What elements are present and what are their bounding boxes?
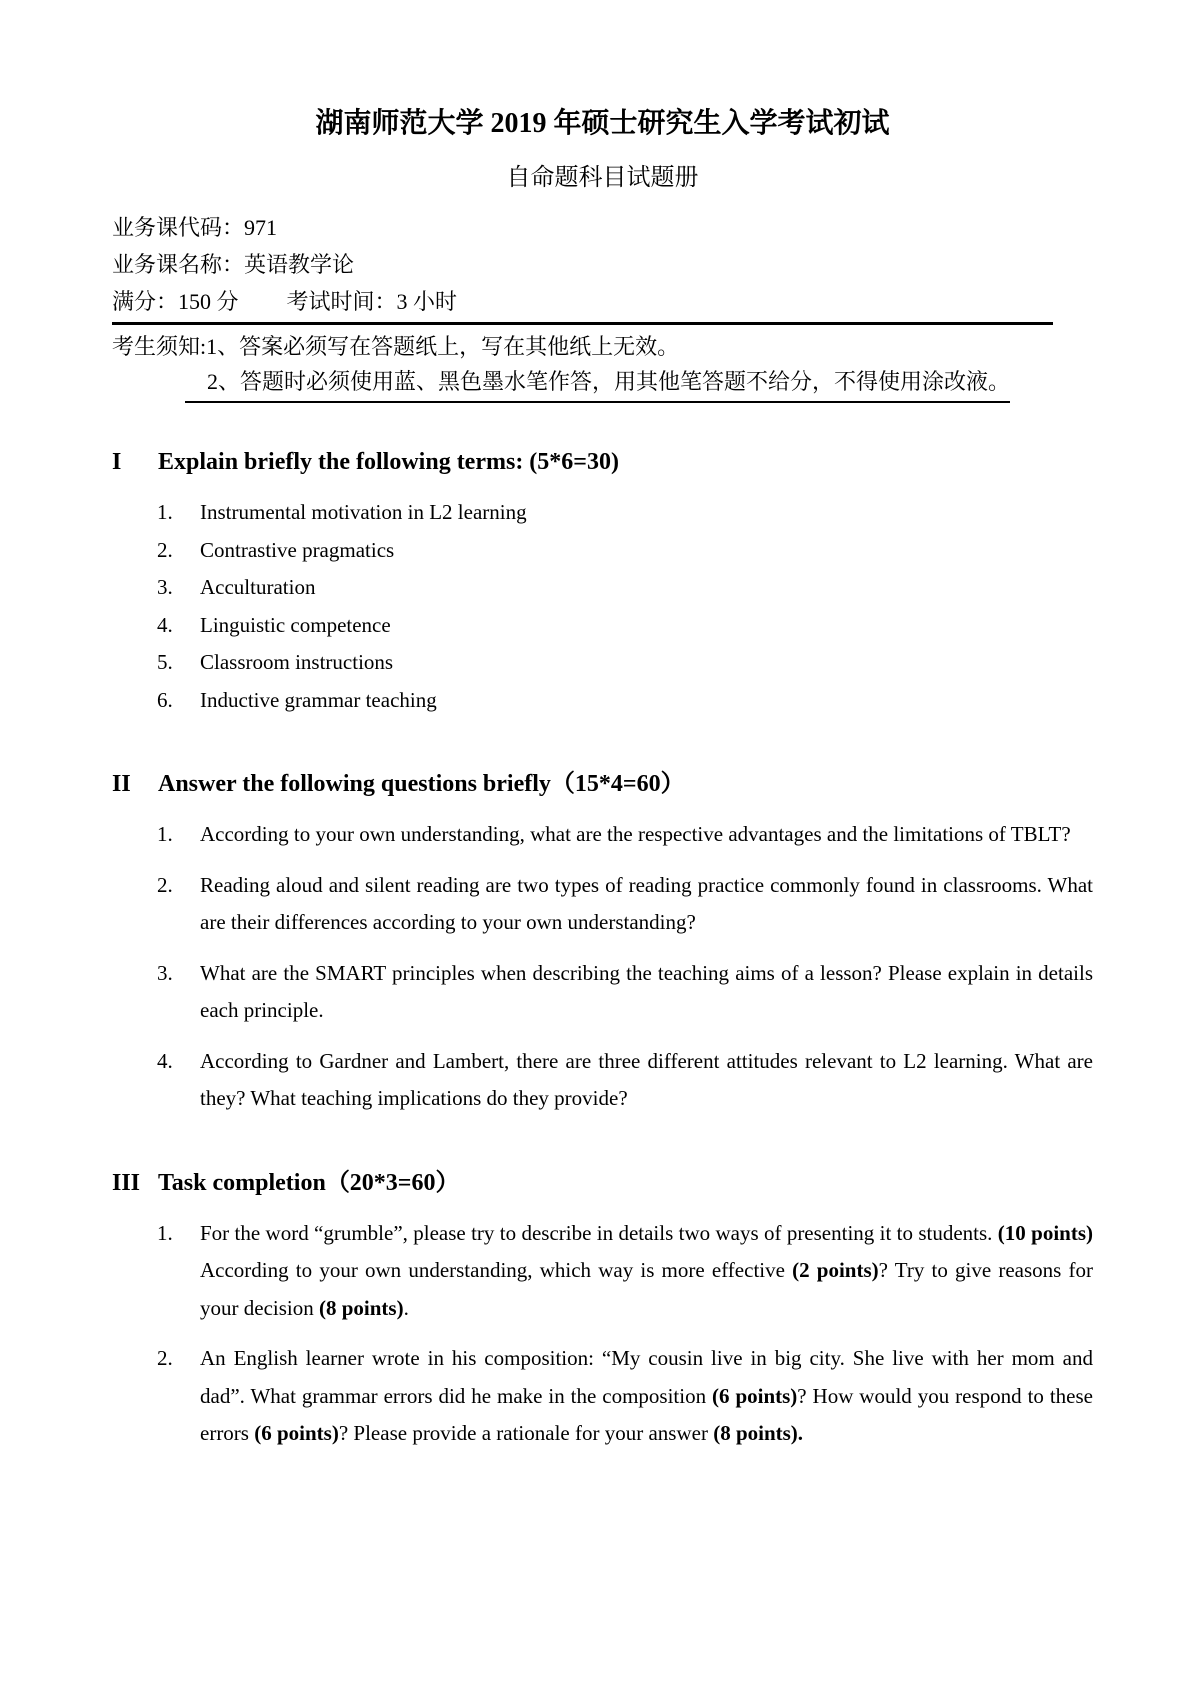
section-2-heading <box>112 769 1093 799</box>
item-number: 2. <box>157 1346 173 1370</box>
exam-title: 湖南师范大学 2019 年硕士研究生入学考试初试 <box>315 108 890 139</box>
list-item <box>112 816 1093 854</box>
notice-line-1 <box>112 328 1093 365</box>
list-item <box>112 682 1093 720</box>
notice-item-1: 1、答案必须写在答题纸上，写在其他纸上无效。 <box>206 334 680 359</box>
item-text: Contrastive pragmatics <box>200 537 395 562</box>
list-item <box>112 532 1093 570</box>
course-name-label: 业务课名称： <box>112 252 245 277</box>
section-2-items <box>112 816 1093 1118</box>
exam-info-block <box>112 209 1093 325</box>
section-1 <box>112 447 1093 719</box>
item-number: 4. <box>157 612 173 637</box>
section-2-title: Answer the following questions briefly（15*4=60） <box>158 771 685 797</box>
exam-duration: 考试时间：3 小时 <box>286 289 458 314</box>
list-item <box>112 867 1093 942</box>
item-number: 2. <box>157 872 173 897</box>
notice-label: 考生须知: <box>112 334 207 359</box>
item-number: 4. <box>157 1048 173 1073</box>
item-number: 6. <box>157 687 173 712</box>
section-1-title: Explain briefly the following terms: (5*6=30) <box>158 449 619 475</box>
item-text: For the word “grumble”, please try to describe in details two ways of presenting it to students. (10 points) According to your own understanding, which way is more effective (2 points)? Try to give reasons for your decision (8 points). <box>200 1220 1093 1320</box>
item-text: According to Gardner and Lambert, there are three different attitudes relevant to L2 learning. What are they? What teaching implications do they provide? <box>200 1048 1093 1110</box>
score-time-line <box>112 283 1053 325</box>
list-item <box>112 1215 1093 1328</box>
section-1-items <box>112 494 1093 719</box>
list-item <box>112 1340 1093 1453</box>
item-text: Instrumental motivation in L2 learning <box>200 500 527 524</box>
item-text: Acculturation <box>200 575 316 599</box>
section-2 <box>112 769 1093 1118</box>
item-number: 3. <box>157 960 173 985</box>
section-3 <box>112 1168 1093 1453</box>
course-code-line <box>112 209 1093 246</box>
list-item <box>112 569 1093 607</box>
list-item <box>112 494 1093 532</box>
item-text: Inductive grammar teaching <box>200 687 437 712</box>
course-code-value: 971 <box>244 215 278 240</box>
item-number: 1. <box>157 1220 173 1245</box>
item-text: Reading aloud and silent reading are two types of reading practice commonly found in classrooms. What are their differences according to your own understanding? <box>200 872 1093 934</box>
item-number: 3. <box>157 575 173 599</box>
section-3-heading <box>112 1168 1093 1198</box>
item-number: 1. <box>157 822 173 846</box>
full-score: 满分：150 分 <box>112 289 239 314</box>
course-name-value: 英语教学论 <box>244 252 355 277</box>
notice-item-2: 2、答题时必须使用蓝、黑色墨水笔作答，用其他笔答题不给分，不得使用涂改液。 <box>185 367 1010 403</box>
candidate-notice <box>112 328 1093 403</box>
section-3-title: Task completion（20*3=60） <box>158 1169 460 1196</box>
exam-subtitle: 自命题科目试题册 <box>506 165 699 191</box>
item-number: 1. <box>157 500 173 524</box>
item-text: What are the SMART principles when describing the teaching aims of a lesson? Please explain in details each principle. <box>200 960 1093 1022</box>
item-text: Classroom instructions <box>200 650 394 674</box>
list-item <box>112 955 1093 1030</box>
item-text: Linguistic competence <box>200 612 391 637</box>
item-number: 2. <box>157 537 173 562</box>
section-3-numeral: III <box>112 1169 141 1196</box>
course-code-label: 业务课代码： <box>112 215 245 240</box>
list-item <box>112 1043 1093 1118</box>
section-3-items <box>112 1215 1093 1453</box>
item-text: According to your own understanding, what are the respective advantages and the limitations of TBLT? <box>200 822 1071 846</box>
section-1-heading <box>112 447 1093 477</box>
list-item <box>112 644 1093 682</box>
course-name-line <box>112 246 1093 283</box>
list-item <box>112 607 1093 645</box>
section-2-numeral: II <box>112 771 131 797</box>
item-number: 5. <box>157 650 173 674</box>
item-text: An English learner wrote in his composition: “My cousin live in big city. She live with her mom and dad”. What grammar errors did he make in the composition (6 points)? How would you respond to these errors (6 points)? Please provide a rationale for your answer (8 points). <box>200 1346 1093 1445</box>
section-1-numeral: I <box>112 449 122 475</box>
